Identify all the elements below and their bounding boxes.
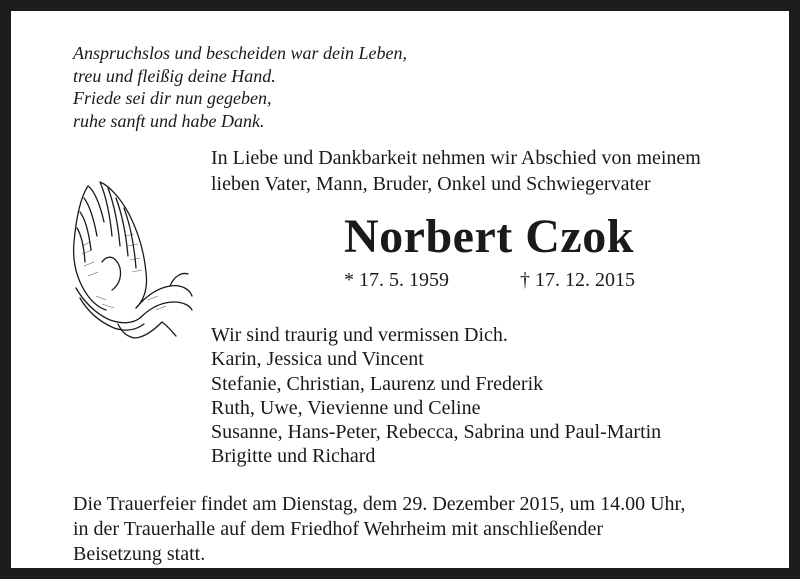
funeral-line: Die Trauerfeier findet am Dienstag, dem 29. Dezember 2015, um 14.00 Uhr,: [73, 493, 686, 515]
intro-line: In Liebe und Dankbarkeit nehmen wir Abschied von meinem: [211, 147, 701, 169]
praying-hands-icon: [66, 176, 196, 341]
death-date: † 17. 12. 2015: [520, 269, 635, 291]
mourners-line: Susanne, Hans-Peter, Rebecca, Sabrina und Paul-Martin: [211, 421, 662, 444]
poem-line: treu und fleißig deine Hand.: [73, 65, 276, 86]
mourners-line: Brigitte und Richard: [211, 445, 376, 468]
funeral-line: Beisetzung statt.: [73, 543, 206, 565]
farewell-intro: [211, 145, 701, 197]
mourners-line: Wir sind traurig und vermissen Dich.: [211, 324, 508, 346]
poem-line: Friede sei dir nun gegeben,: [73, 88, 272, 108]
funeral-line: in der Trauerhalle auf dem Friedhof Wehrheim mit anschließender: [73, 518, 604, 540]
mourners-list: [211, 323, 661, 469]
poem-line: ruhe sanft und habe Dank.: [73, 110, 265, 131]
poem: [73, 42, 407, 132]
birth-date: * 17. 5. 1959: [344, 269, 449, 291]
poem-line: Anspruchslos und bescheiden war dein Leben,: [73, 43, 407, 63]
intro-line: lieben Vater, Mann, Bruder, Onkel und Schwiegervater: [211, 173, 651, 195]
deceased-name: Norbert Czok: [344, 210, 634, 263]
mourners-line: Stefanie, Christian, Laurenz und Frederik: [211, 372, 544, 395]
funeral-notice: [73, 492, 685, 567]
mourners-line: Karin, Jessica und Vincent: [211, 348, 424, 371]
mourners-line: Ruth, Uwe, Vievienne und Celine: [211, 396, 481, 419]
